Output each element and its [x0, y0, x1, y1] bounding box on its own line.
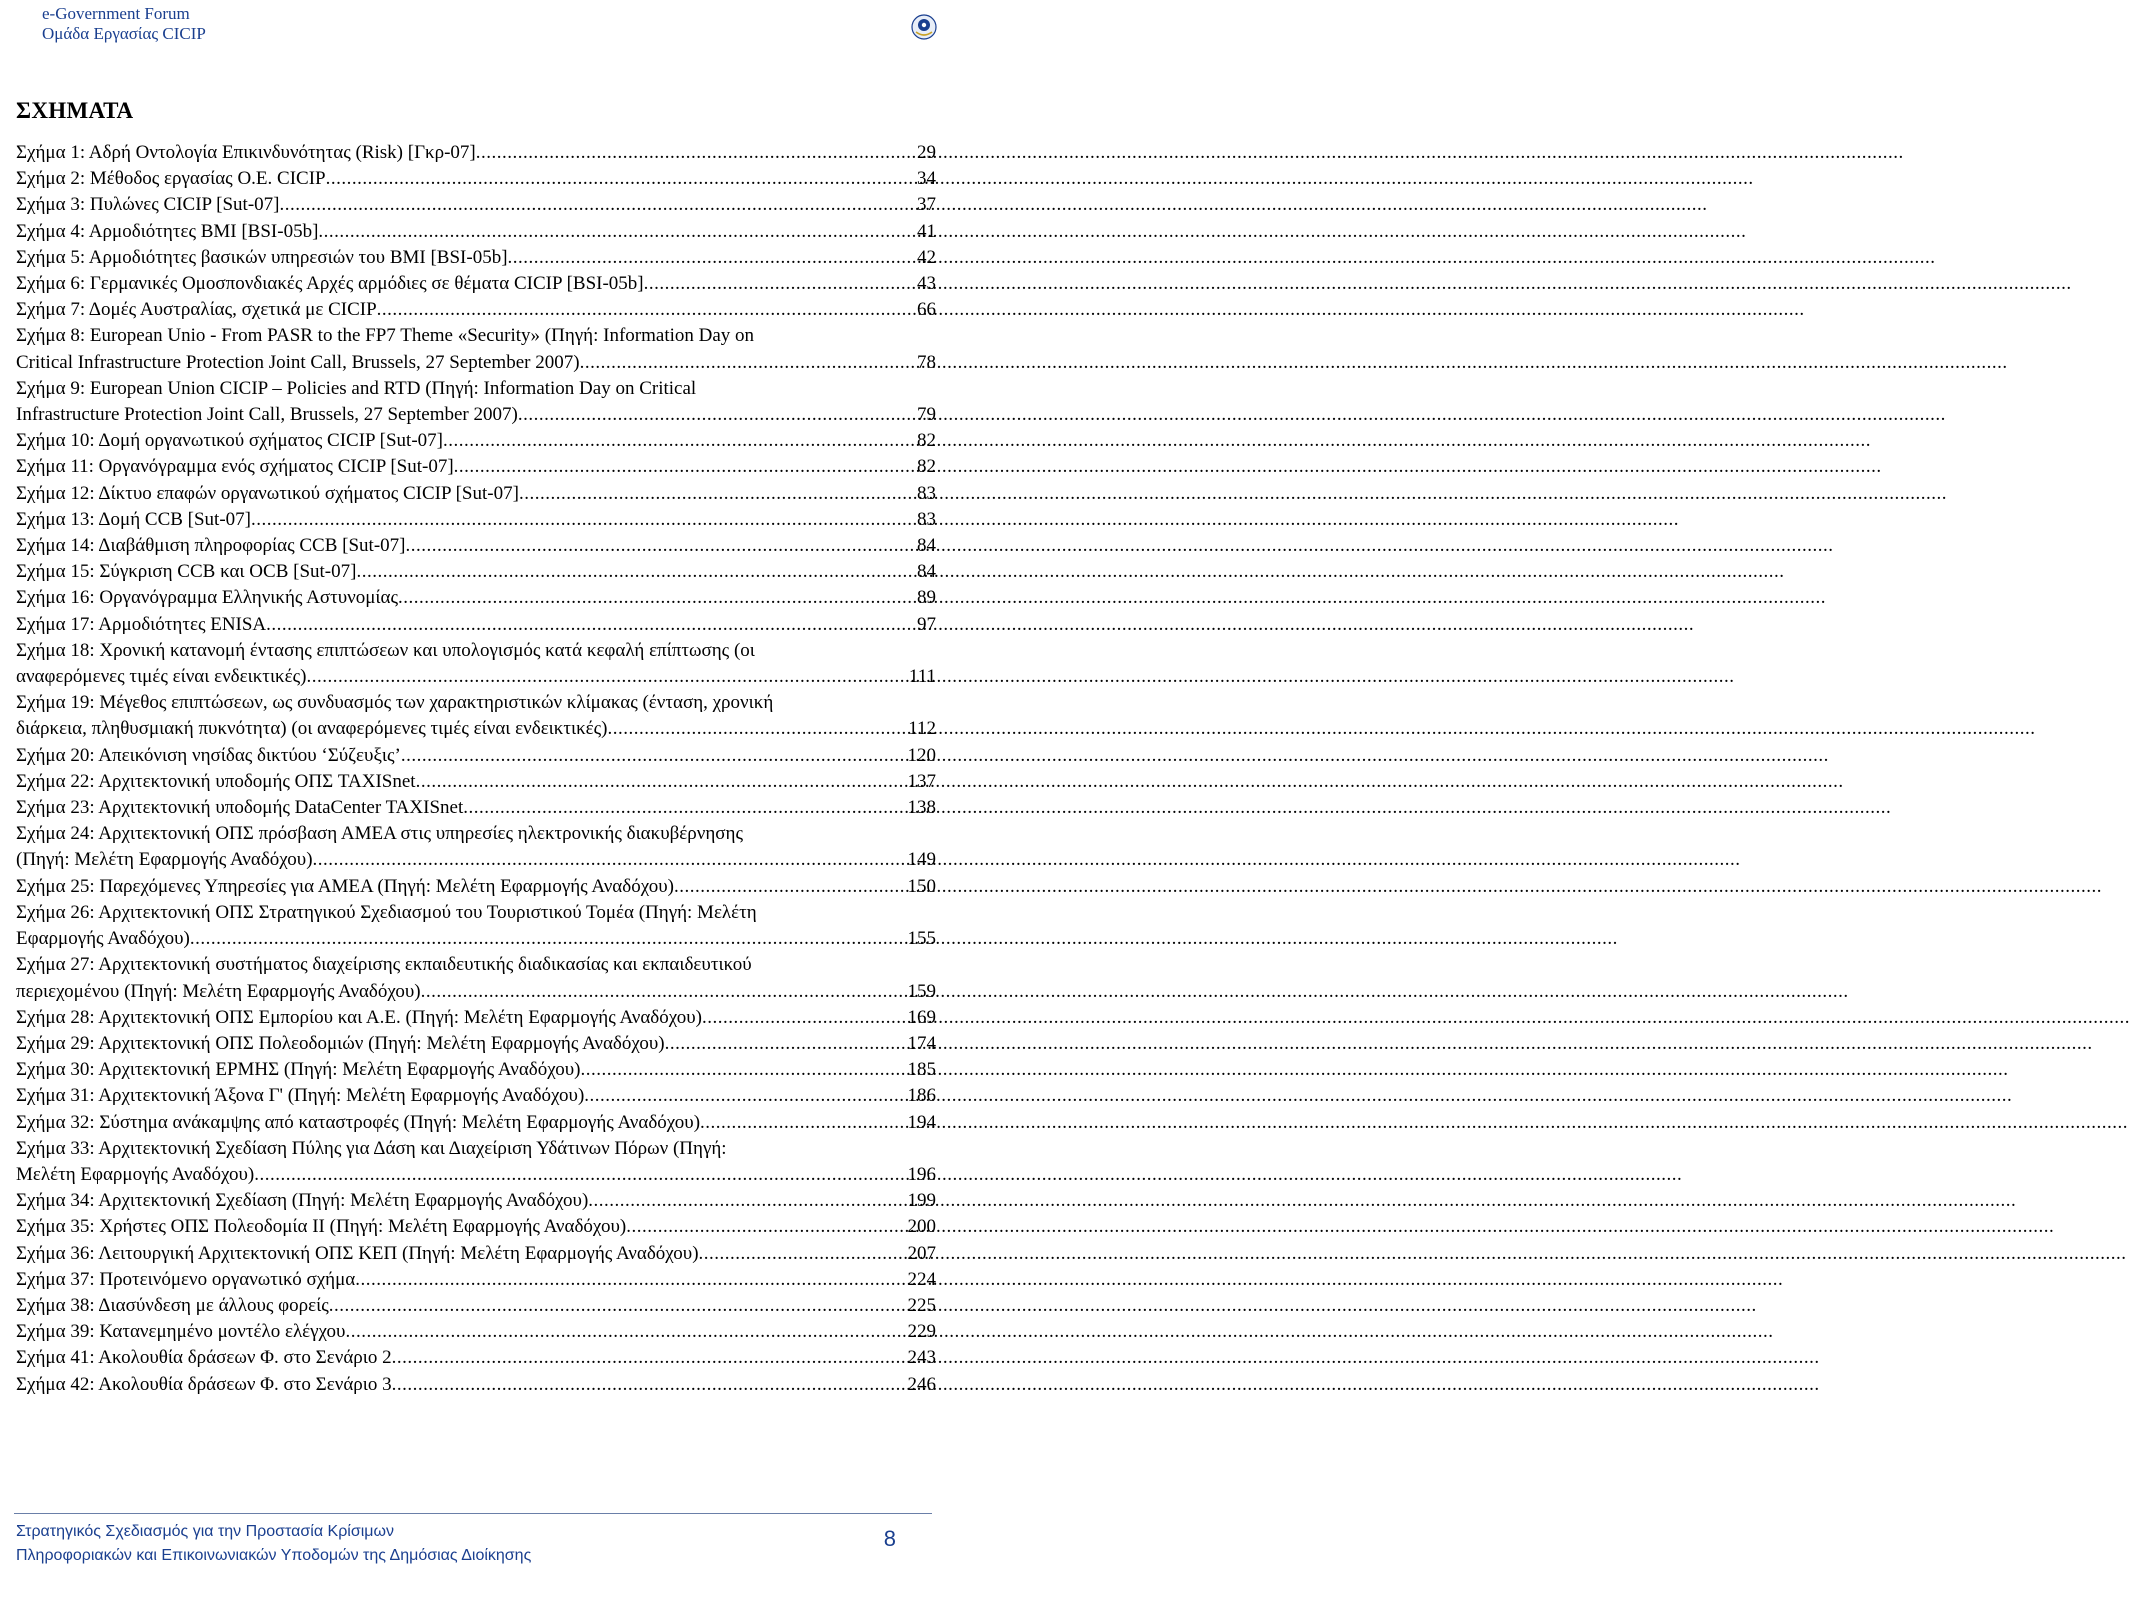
footer-title-line-1: Στρατηγικός Σχεδιασμός για την Προστασία Κρίσιμων: [16, 1523, 394, 1540]
toc-entry-text: Σχήμα 15: Σύγκριση CCB και OCB [Sut-07]: [16, 561, 357, 583]
toc-leader-dots: [674, 874, 906, 900]
toc-page-number: 82: [917, 456, 936, 478]
toc-leader-dots: [355, 1267, 905, 1293]
toc-entry-text: Σχήμα 12: Δίκτυο επαφών οργανωτικού σχήματος CICIP [Sut-07]: [16, 482, 519, 504]
toc-entry[interactable]: [16, 1319, 936, 1345]
toc-page-number: 89: [917, 587, 936, 609]
toc-entry[interactable]: [16, 192, 936, 218]
toc-leader-dots: [318, 219, 915, 245]
toc-leader-dots: [356, 559, 915, 585]
toc-page-number: 41: [917, 220, 936, 242]
toc-entry-text: Σχήμα 25: Παρεχόμενες Υπηρεσίες για ΑΜΕΑ (Πηγή: Μελέτη Εφαρμογής Αναδόχου): [16, 875, 674, 897]
toc-page-number: 120: [907, 744, 936, 766]
toc-leader-dots: [584, 1083, 905, 1109]
toc-entry-text: Σχήμα 29: Αρχιτεκτονική ΟΠΣ Πολεοδομιών (Πηγή: Μελέτη Εφαρμογής Αναδόχου): [16, 1032, 665, 1054]
toc-page-number: 207: [907, 1242, 936, 1264]
toc-leader-dots: [416, 769, 906, 795]
toc-page-number: 186: [907, 1085, 936, 1107]
toc-entry-text: Σχήμα 24: Αρχιτεκτονική ΟΠΣ πρόσβαση ΑΜΕΑ στις υπηρεσίες ηλεκτρονικής διακυβέρνησης: [16, 823, 743, 845]
toc-entry[interactable]: [16, 1136, 936, 1188]
toc-page-number: 29: [917, 142, 936, 163]
footer-page-number: 8: [883, 1526, 896, 1551]
toc-entry-text: Σχήμα 10: Δομή οργανωτικού σχήματος CICIP [Sut-07]: [16, 430, 443, 452]
toc-page-number: 138: [907, 797, 936, 819]
emblem-logo: [911, 14, 937, 40]
toc-leader-dots: [644, 271, 915, 297]
toc-entry[interactable]: [16, 559, 936, 585]
toc-leader-dots: [699, 1241, 906, 1267]
toc-leader-dots: [392, 1345, 906, 1371]
toc-entry-text: Σχήμα 39: Κατανεμημένο μοντέλο ελέγχου: [16, 1321, 346, 1343]
footer-title-line-2: Πληροφοριακών και Επικοινωνιακών Υποδομών της Δημόσιας Διοίκησης: [16, 1547, 532, 1564]
toc-leader-dots: [463, 795, 905, 821]
toc-leader-dots: [519, 481, 915, 507]
toc-leader-dots: [279, 192, 915, 218]
toc-page-number: 37: [917, 194, 936, 216]
toc-entry-text: Σχήμα 18: Χρονική κατανομή έντασης επιπτώσεων και υπολογισμός κατά κεφαλή επίπτωσης (οι: [16, 639, 755, 661]
toc-page-number: 243: [907, 1347, 936, 1369]
toc-leader-dots: [626, 1214, 905, 1240]
toc-entry-text: Σχήμα 33: Αρχιτεκτονική Σχεδίαση Πύλης για Δάση και Διαχείριση Υδάτινων Πόρων (Πηγή:: [16, 1137, 727, 1159]
toc-entry-text: Σχήμα 2: Μέθοδος εργασίας Ο.Ε. CICIP: [16, 168, 326, 190]
toc-page-number: 137: [907, 770, 936, 792]
toc-entry-text: Μελέτη Εφαρμογής Αναδόχου): [16, 1163, 255, 1185]
toc-entry-text: Σχήμα 36: Λειτουργική Αρχιτεκτονική ΟΠΣ ΚΕΠ (Πηγή: Μελέτη Εφαρμογής Αναδόχου): [16, 1242, 699, 1264]
toc-entry-text: Σχήμα 13: Δομή CCB [Sut-07]: [16, 508, 251, 530]
toc-page-number: 84: [917, 561, 936, 583]
toc-entry[interactable]: [16, 900, 936, 952]
toc-leader-dots: [345, 1319, 905, 1345]
section-title: ΣΧΗΜΑΤΑ: [16, 98, 134, 123]
toc-entry[interactable]: [16, 454, 936, 480]
toc-page-number: 169: [907, 1006, 936, 1028]
toc-page-number: 42: [917, 246, 936, 268]
toc-leader-dots: [326, 166, 915, 192]
toc-leader-dots: [443, 428, 915, 454]
toc-entry-text: Infrastructure Protection Joint Call, Brussels, 27 September 2007): [16, 404, 518, 426]
toc-entry[interactable]: [16, 323, 936, 375]
toc-entry-text: αναφερόμενες τιμές είναι ενδεικτικές): [16, 666, 307, 688]
toc-leader-dots: [580, 350, 915, 376]
toc-page-number: 185: [907, 1059, 936, 1081]
toc-entry-text: Σχήμα 42: Ακολουθία δράσεων Φ. στο Σενάριο 3: [16, 1373, 392, 1395]
toc-entry-text: Εφαρμογής Αναδόχου): [16, 928, 190, 950]
toc-page-number: 199: [907, 1190, 936, 1212]
toc-entry[interactable]: [16, 952, 936, 1004]
toc-page-number: 66: [917, 299, 936, 321]
toc-entry-text: Σχήμα 23: Αρχιτεκτονική υποδομής DataCenter TAXISnet: [16, 797, 464, 819]
toc-entry-text: διάρκεια, πληθυσμιακή πυκνότητα) (οι αναφερόμενες τιμές είναι ενδεικτικές): [16, 718, 608, 740]
toc-entry[interactable]: [16, 507, 936, 533]
toc-entry-text: Σχήμα 41: Ακολουθία δράσεων Φ. στο Σενάριο 2: [16, 1347, 392, 1369]
toc-entry[interactable]: [16, 533, 936, 559]
toc-entry-text: περιεχομένου (Πηγή: Μελέτη Εφαρμογής Αναδόχου): [16, 980, 421, 1002]
toc-leader-dots: [306, 664, 906, 690]
toc-leader-dots: [580, 1057, 905, 1083]
toc-leader-dots: [254, 1162, 905, 1188]
header-forum-name: e-Government Forum: [42, 4, 190, 23]
toc-page-number: 246: [907, 1373, 936, 1395]
toc-leader-dots: [329, 1293, 906, 1319]
toc-leader-dots: [266, 612, 915, 638]
toc-leader-dots: [702, 1005, 905, 1031]
toc-page-number: 155: [907, 928, 936, 950]
toc-entry[interactable]: [16, 612, 936, 638]
toc-entry-text: Σχήμα 14: Διαβάθμιση πληροφορίας CCB [Sut-07]: [16, 535, 406, 557]
footer-divider: [14, 1513, 932, 1514]
toc-entry-text: Σχήμα 27: Αρχιτεκτονική συστήματος διαχείρισης εκπαιδευτικής διαδικασίας και εκπαιδευτικού: [16, 954, 752, 976]
toc-entry[interactable]: [16, 271, 936, 297]
toc-entry-text: Σχήμα 6: Γερμανικές Ομοσπονδιακές Αρχές αρμόδιες σε θέματα CICIP [BSI-05b]: [16, 273, 644, 295]
toc-entry-text: Σχήμα 17: Αρμοδιότητες ENISA: [16, 613, 267, 635]
toc-leader-dots: [700, 1110, 905, 1136]
toc-entry[interactable]: [16, 376, 936, 428]
toc-entry[interactable]: [16, 585, 936, 611]
toc-entry-text: Σχήμα 16: Οργανόγραμμα Ελληνικής Αστυνομίας: [16, 587, 399, 609]
toc-page-number: 43: [917, 273, 936, 295]
toc-page-number: 84: [917, 535, 936, 557]
toc-leader-dots: [377, 297, 915, 323]
toc-entry[interactable]: [16, 874, 936, 900]
toc-entry[interactable]: [16, 1293, 936, 1319]
toc-entry-text: Σχήμα 5: Αρμοδιότητες βασικών υπηρεσιών του BMI [BSI-05b]: [16, 246, 508, 268]
toc-page-number: 83: [917, 508, 936, 530]
toc-entry-text: Σχήμα 30: Αρχιτεκτονική ΕΡΜΗΣ (Πηγή: Μελέτη Εφαρμογής Αναδόχου): [16, 1059, 581, 1081]
page-footer: [16, 1522, 926, 1582]
toc-leader-dots: [392, 1372, 906, 1398]
toc-entry[interactable]: [16, 297, 936, 323]
toc-page-number: 149: [907, 849, 936, 871]
toc-entry[interactable]: [16, 821, 936, 873]
toc-leader-dots: [665, 1031, 906, 1057]
toc-leader-dots: [405, 533, 915, 559]
toc-entry[interactable]: [16, 166, 936, 192]
toc-entry-text: Σχήμα 19: Μέγεθος επιπτώσεων, ως συνδυασμός των χαρακτηριστικών κλίμακας (ένταση, χρονική: [16, 692, 774, 714]
toc-leader-dots: [251, 507, 915, 533]
toc-entry-text: Σχήμα 34: Αρχιτεκτονική Σχεδίαση (Πηγή: Μελέτη Εφαρμογής Αναδόχου): [16, 1190, 589, 1212]
toc-page-number: 112: [908, 718, 936, 740]
toc-entry-text: Σχήμα 8: European Unio - From PASR to the FP7 Theme «Security» (Πηγή: Information Day on: [16, 325, 755, 347]
toc-entry[interactable]: [16, 795, 936, 821]
toc-leader-dots: [518, 402, 915, 428]
toc-leader-dots: [421, 979, 906, 1005]
toc-entry[interactable]: [16, 1267, 936, 1293]
toc-leader-dots: [454, 454, 915, 480]
page-header: [0, 0, 960, 60]
toc-entry[interactable]: [16, 140, 936, 166]
toc-leader-dots: [608, 716, 907, 742]
toc-leader-dots: [190, 926, 906, 952]
toc-entry-text: Σχήμα 35: Χρήστες ΟΠΣ Πολεοδομία ΙΙ (Πηγή: Μελέτη Εφαρμογής Αναδόχου): [16, 1216, 627, 1238]
toc-leader-dots: [588, 1188, 905, 1214]
toc-page-number: 111: [908, 666, 936, 688]
toc-leader-dots: [313, 847, 906, 873]
toc-page-number: 79: [917, 404, 936, 426]
toc-entry-text: Σχήμα 9: European Union CICIP – Policies and RTD (Πηγή: Information Day on Critical: [16, 377, 697, 399]
toc-page-number: 200: [907, 1216, 936, 1238]
figures-list: [16, 140, 936, 1398]
toc-entry-text: Σχήμα 32: Σύστημα ανάκαμψης από καταστροφές (Πηγή: Μελέτη Εφαρμογής Αναδόχου): [16, 1111, 701, 1133]
toc-page-number: 34: [917, 168, 936, 190]
toc-page-number: 196: [907, 1163, 936, 1185]
toc-entry[interactable]: [16, 1031, 936, 1057]
toc-entry-text: Σχήμα 1: Αδρή Οντολογία Επικινδυνότητας (Risk) [Γκρ-07]: [16, 142, 476, 163]
toc-entry[interactable]: [16, 1241, 936, 1267]
toc-entry-text: Σχήμα 20: Απεικόνιση νησίδας δικτύου ‘Σύζευξις’: [16, 744, 401, 766]
toc-page-number: 82: [917, 430, 936, 452]
toc-page-number: 159: [907, 980, 936, 1002]
toc-entry-text: (Πηγή: Μελέτη Εφαρμογής Αναδόχου): [16, 849, 313, 871]
toc-entry-text: Σχήμα 7: Δομές Αυστραλίας, σχετικά με CICIP: [16, 299, 377, 321]
toc-entry[interactable]: [16, 743, 936, 769]
toc-entry-text: Σχήμα 31: Αρχιτεκτονική Άξονα Γ' (Πηγή: Μελέτη Εφαρμογής Αναδόχου): [16, 1085, 585, 1107]
toc-leader-dots: [398, 585, 915, 611]
toc-entry[interactable]: [16, 638, 936, 690]
toc-entry-text: Σχήμα 4: Αρμοδιότητες BMI [BSI-05b]: [16, 220, 319, 242]
toc-entry[interactable]: [16, 1083, 936, 1109]
toc-entry[interactable]: [16, 219, 936, 245]
toc-entry-text: Σχήμα 22: Αρχιτεκτονική υποδομής ΟΠΣ TAXISnet: [16, 770, 416, 792]
toc-entry[interactable]: [16, 481, 936, 507]
toc-page-number: 224: [907, 1268, 936, 1290]
toc-page-number: 83: [917, 482, 936, 504]
toc-entry-text: Σχήμα 28: Αρχιτεκτονική ΟΠΣ Εμπορίου και Α.Ε. (Πηγή: Μελέτη Εφαρμογής Αναδόχου): [16, 1006, 703, 1028]
toc-entry[interactable]: [16, 1005, 936, 1031]
toc-page-number: 225: [907, 1294, 936, 1316]
toc-entry[interactable]: [16, 245, 936, 271]
toc-page-number: 97: [917, 613, 936, 635]
toc-entry-text: Critical Infrastructure Protection Joint Call, Brussels, 27 September 2007): [16, 351, 580, 373]
toc-entry[interactable]: [16, 1214, 936, 1240]
toc-entry-text: Σχήμα 37: Προτεινόμενο οργανωτικό σχήμα: [16, 1268, 356, 1290]
toc-entry[interactable]: [16, 690, 936, 742]
toc-entry-text: Σχήμα 38: Διασύνδεση με άλλους φορείς: [16, 1294, 329, 1316]
toc-entry[interactable]: [16, 769, 936, 795]
toc-entry-text: Σχήμα 11: Οργανόγραμμα ενός σχήματος CICIP [Sut-07]: [16, 456, 454, 478]
toc-entry[interactable]: [16, 1057, 936, 1083]
toc-page-number: 150: [907, 875, 936, 897]
toc-entry[interactable]: [16, 1188, 936, 1214]
header-working-group: Ομάδα Εργασίας CICIP: [42, 24, 206, 43]
toc-page-number: 78: [917, 351, 936, 373]
toc-entry[interactable]: [16, 1345, 936, 1371]
toc-entry[interactable]: [16, 1110, 936, 1136]
toc-entry[interactable]: [16, 1372, 936, 1398]
toc-page-number: 229: [907, 1321, 936, 1343]
toc-entry-text: Σχήμα 26: Αρχιτεκτονική ΟΠΣ Στρατηγικού Σχεδιασμού του Τουριστικού Τομέα (Πηγή: Μελέτη: [16, 901, 757, 923]
toc-entry[interactable]: [16, 428, 936, 454]
toc-page-number: 194: [907, 1111, 936, 1133]
toc-leader-dots: [401, 743, 906, 769]
toc-leader-dots: [476, 140, 915, 166]
toc-entry-text: Σχήμα 3: Πυλώνες CICIP [Sut-07]: [16, 194, 280, 216]
toc-leader-dots: [508, 245, 915, 271]
toc-page-number: 174: [907, 1032, 936, 1054]
